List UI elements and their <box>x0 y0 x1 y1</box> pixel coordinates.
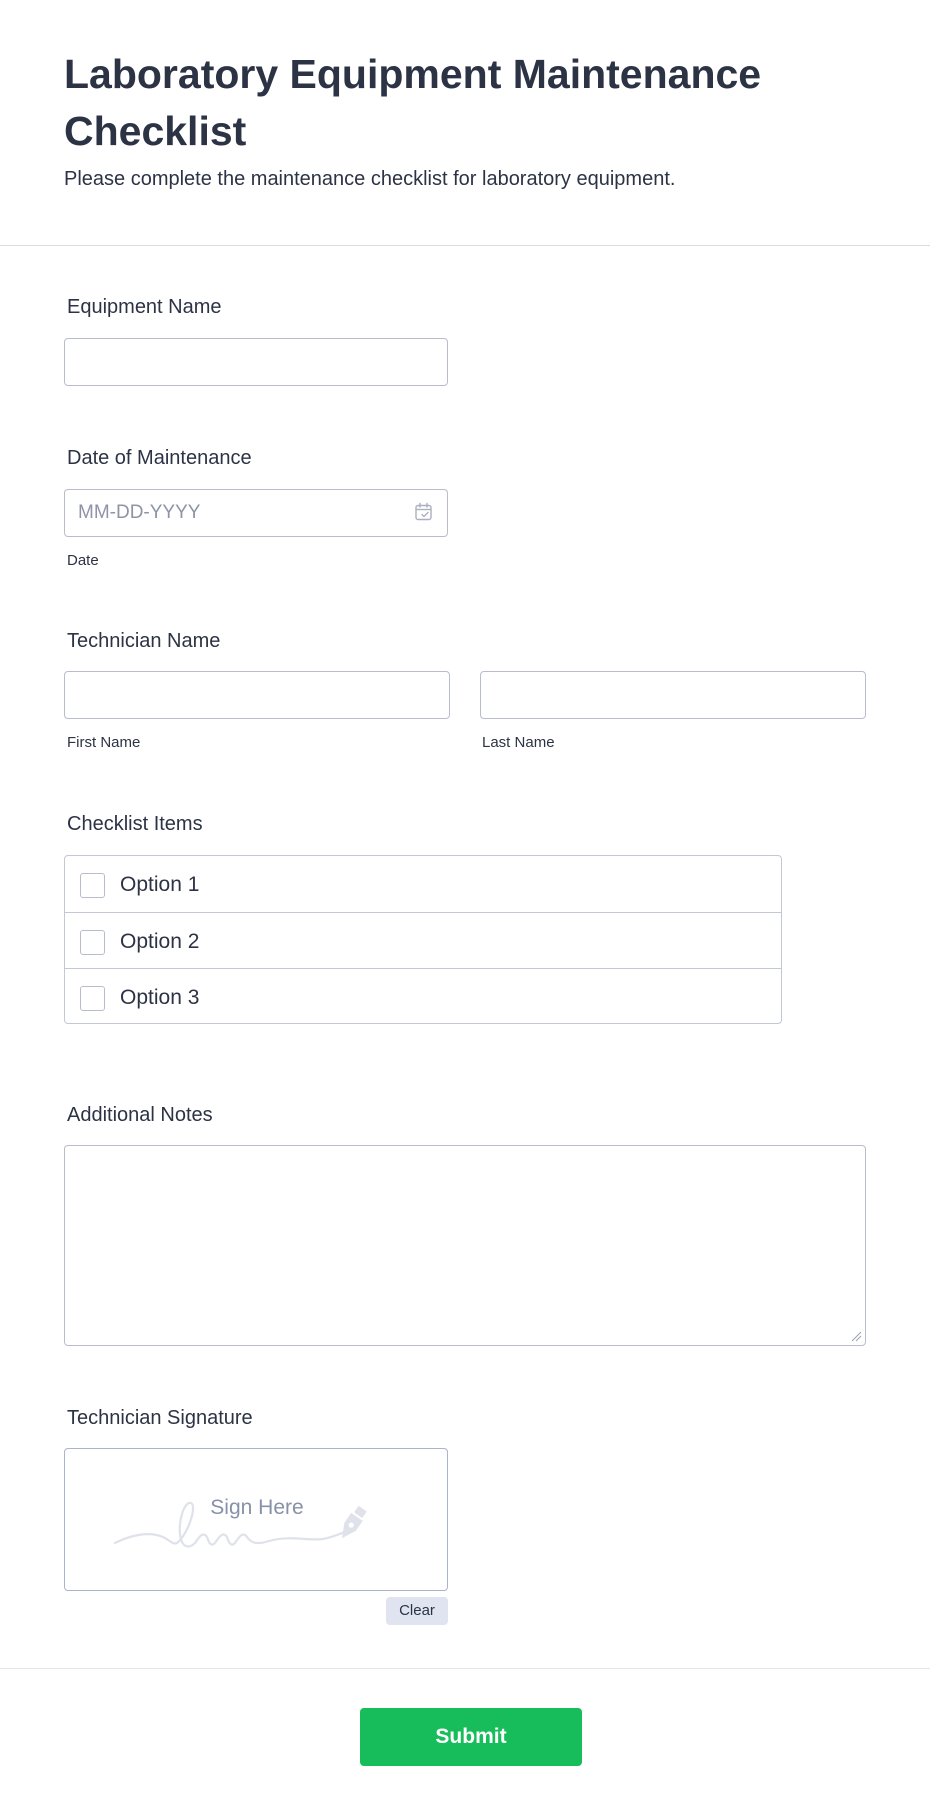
checkbox[interactable] <box>80 873 105 898</box>
form-title: Laboratory Equipment Maintenance Checklist <box>64 51 762 154</box>
form-header <box>0 0 930 246</box>
checklist-option-label[interactable]: Option 3 <box>120 986 200 1009</box>
equipment-name-label: Equipment Name <box>67 296 222 318</box>
last-name-input[interactable] <box>480 671 866 719</box>
first-name-input[interactable] <box>64 671 450 719</box>
checklist-option-1[interactable] <box>65 856 781 912</box>
sign-here-placeholder: Sign Here <box>210 1496 304 1519</box>
technician-name-label: Technician Name <box>67 630 221 652</box>
additional-notes-label: Additional Notes <box>67 1104 213 1126</box>
checklist-option-label[interactable]: Option 2 <box>120 930 200 953</box>
checkbox[interactable] <box>80 930 105 955</box>
form-subtitle: Please complete the maintenance checklist for laboratory equipment. <box>64 168 676 190</box>
date-sublabel: Date <box>67 552 99 569</box>
checklist-group <box>64 855 782 1024</box>
resize-grip-icon[interactable] <box>850 1330 862 1342</box>
technician-signature-label: Technician Signature <box>67 1407 253 1429</box>
checklist-option-label[interactable]: Option 1 <box>120 873 200 896</box>
clear-signature-button[interactable]: Clear <box>386 1597 448 1625</box>
equipment-name-input[interactable] <box>64 338 448 386</box>
checklist-option-2[interactable] <box>65 912 781 968</box>
additional-notes-textarea[interactable] <box>64 1145 866 1346</box>
checkbox[interactable] <box>80 986 105 1011</box>
calendar-icon[interactable] <box>414 502 434 522</box>
last-name-sublabel: Last Name <box>482 734 555 751</box>
footer-divider <box>0 1668 930 1669</box>
checklist-items-label: Checklist Items <box>67 813 203 835</box>
signature-pad[interactable] <box>64 1448 448 1591</box>
submit-button[interactable]: Submit <box>360 1708 582 1766</box>
first-name-sublabel: First Name <box>67 734 141 751</box>
checklist-option-3[interactable] <box>65 968 781 1024</box>
date-of-maintenance-label: Date of Maintenance <box>67 447 252 469</box>
date-input[interactable] <box>64 489 448 537</box>
